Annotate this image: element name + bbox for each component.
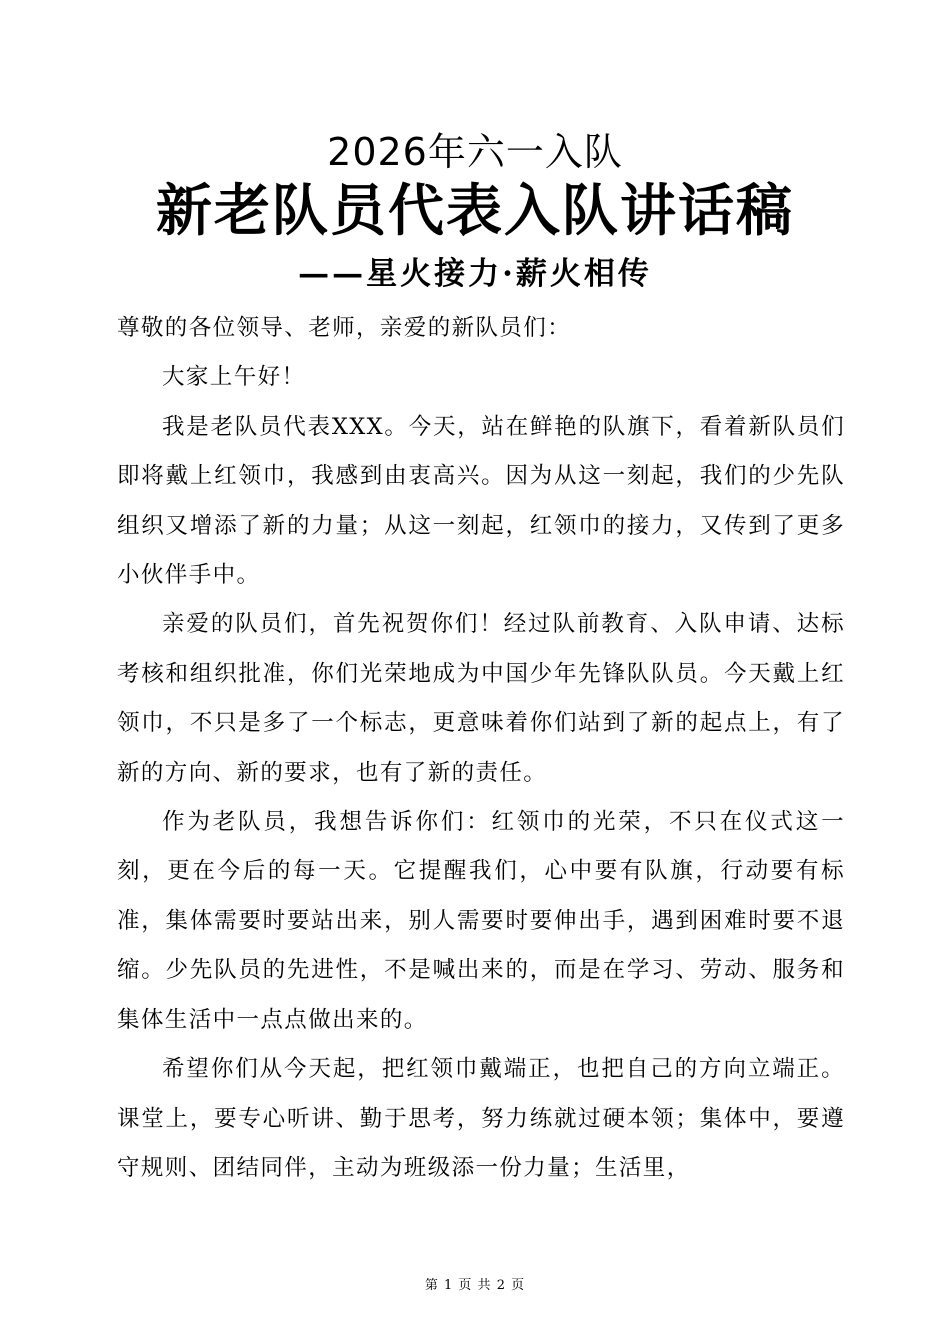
body-paragraph: 希望你们从今天起，把红领巾戴端正，也把自己的方向立端正。课堂上，要专心听讲、勤于思考，努力练就过硬本领；集体中，要遵守规则、团结同伴，主动为班级添一份力量；生活里， [117, 1056, 845, 1181]
document-body [117, 304, 845, 1193]
document-subtitle: ——星火接力·薪火相传 [298, 256, 652, 292]
salutation: 尊敬的各位领导、老师，亲爱的新队员们： [117, 315, 572, 341]
body-paragraph: 亲爱的队员们，首先祝贺你们！经过队前教育、入队申请、达标考核和组织批准，你们光荣地成为中国少年先锋队队员。今天戴上红领巾，不只是多了一个标志，更意味着你们站到了新的起点上，有了新的方向、新的要求，也有了新的责任。 [117, 611, 845, 786]
document-title-line-1: 2026年六一入队 [327, 130, 623, 174]
body-paragraph: 我是老队员代表XXX。今天，站在鲜艳的队旗下，看着新队员们即将戴上红领巾，我感到由衷高兴。因为从这一刻起，我们的少先队组织又增添了新的力量；从这一刻起，红领巾的接力，又传到了更多小伙伴手中。 [117, 413, 845, 589]
document-title-line-2: 新老队员代表入队讲话稿 [156, 178, 794, 244]
body-paragraph: 作为老队员，我想告诉你们：红领巾的光荣，不只在仪式这一刻，更在今后的每一天。它提醒我们，心中要有队旗，行动要有标准，集体需要时要站出来，别人需要时要伸出手，遇到困难时要不退缩。少先队员的先进性，不是喊出来的，而是在学习、劳动、服务和集体生活中一点点做出来的。 [117, 809, 845, 1033]
greeting-paragraph: 大家上午好！ [162, 364, 306, 391]
page-footer-indicator: 第 1 页 共 2 页 [424, 1278, 526, 1293]
